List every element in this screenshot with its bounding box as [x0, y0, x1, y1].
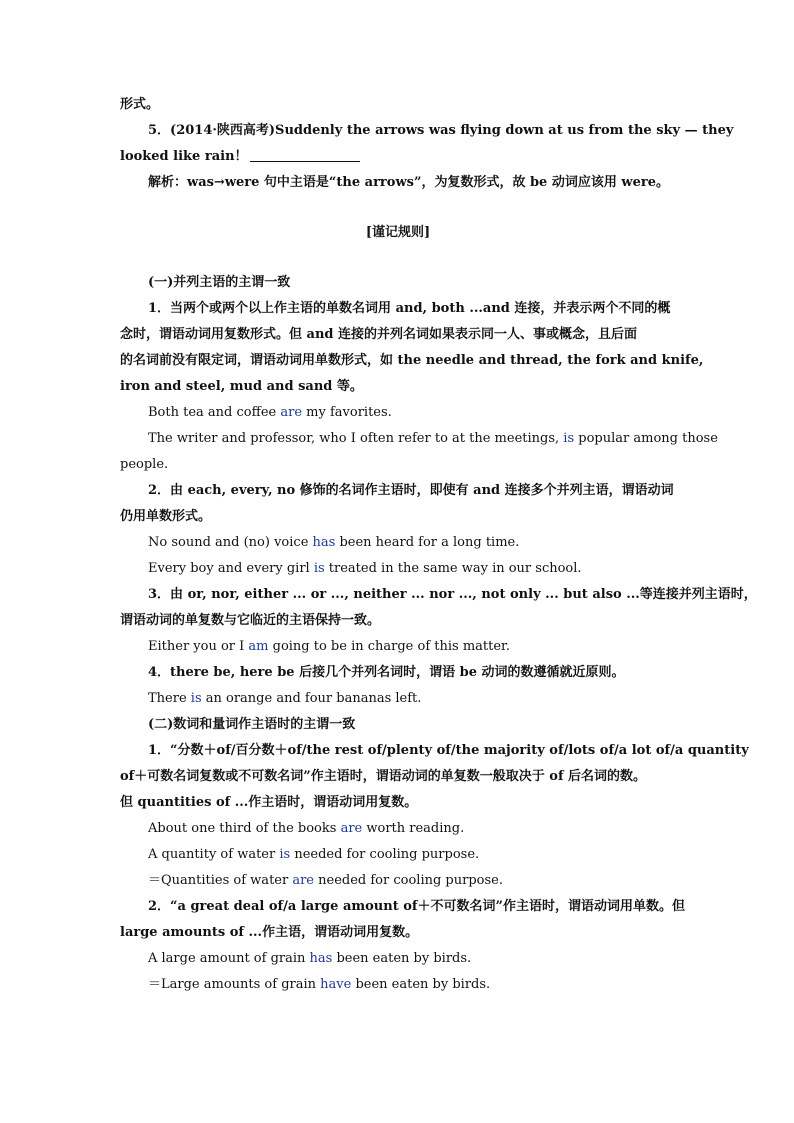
rule-text: iron and steel, mud and sand 等。: [120, 379, 363, 394]
rule-text: 谓语动词的单复数与它临近的主语保持一致。: [120, 613, 381, 628]
example-sentence: About one third of the books are worth reading.: [148, 821, 465, 836]
rule-text: 的名词前没有限定词，谓语动词用单数形式，如 the needle and thread, the fork and knife,: [120, 353, 704, 368]
example-sentence: Every boy and every girl is treated in the same way in our school.: [148, 561, 582, 576]
highlighted-verb: is: [563, 431, 575, 446]
subsection-heading: (一)并列主语的主谓一致: [148, 275, 291, 290]
answer-blank: [250, 147, 360, 162]
highlighted-verb: is: [190, 691, 202, 706]
example-sentence: ＝Large amounts of grain have been eaten by birds.: [148, 977, 491, 992]
example-sentence: No sound and (no) voice has been heard for a long time.: [148, 535, 520, 550]
question-5: 5．(2014·陕西高考)Suddenly the arrows was flying down at us from the sky — they: [148, 123, 734, 138]
highlighted-verb: have: [320, 977, 352, 992]
text-line: 形式。: [120, 97, 160, 112]
rule-text: 但 quantities of ...作主语时，谓语动词用复数。: [120, 795, 418, 810]
example-sentence: There is an orange and four bananas left.: [148, 691, 422, 706]
rule-text: 2．由 each, every, no 修饰的名词作主语时，即使有 and 连接多个并列主语，谓语动词: [148, 483, 674, 498]
example-sentence: The writer and professor, who I often refer to at the meetings, is popular among those: [148, 431, 718, 446]
example-sentence: people.: [120, 457, 169, 472]
subsection-heading: (二)数词和量词作主语时的主谓一致: [148, 717, 356, 732]
question-5-text: looked like rain！: [120, 149, 248, 164]
example-sentence: A quantity of water is needed for cooling purpose.: [148, 847, 480, 862]
rule-text: large amounts of ...作主语，谓语动词用复数。: [120, 925, 419, 940]
rule-text: of＋可数名词复数或不可数名词”作主语时，谓语动词的单复数一般取决于 of 后名词的数。: [120, 769, 647, 784]
explanation: 解析：was→were 句中主语是“the arrows”，为复数形式，故 be 动词应该用 were。: [148, 175, 669, 190]
question-5-continued: [120, 144, 676, 170]
example-sentence: ＝Quantities of water are needed for cooling purpose.: [148, 873, 503, 888]
highlighted-verb: has: [312, 535, 336, 550]
document-page: [120, 92, 757, 998]
rule-text: 1．“分数＋of/百分数＋of/the rest of/plenty of/the majority of/lots of/a lot of/a quantity: [148, 743, 749, 758]
highlighted-verb: are: [340, 821, 363, 836]
example-sentence: Both tea and coffee are my favorites.: [148, 405, 392, 420]
rule-text: 4．there be, here be 后接几个并列名词时，谓语 be 动词的数遵循就近原则。: [148, 665, 625, 680]
example-sentence: Either you or I am going to be in charge of this matter.: [148, 639, 510, 654]
section-heading: [谨记规则]: [365, 225, 431, 240]
highlighted-verb: is: [313, 561, 325, 576]
highlighted-verb: am: [248, 639, 269, 654]
rule-text: 念时，谓语动词用复数形式。但 and 连接的并列名词如果表示同一人、事或概念，且后面: [120, 327, 638, 342]
rule-text: 3．由 or, nor, either ... or ..., neither ... nor ..., not only ... but also ...等连接并列主语时，: [148, 587, 757, 602]
highlighted-verb: has: [309, 951, 333, 966]
rule-text: 2．“a great deal of/a large amount of＋不可数名词”作主语时，谓语动词用单数。但: [148, 899, 685, 914]
rule-text: 仍用单数形式。: [120, 509, 212, 524]
highlighted-verb: are: [280, 405, 303, 420]
example-sentence: A large amount of grain has been eaten by birds.: [148, 951, 472, 966]
rule-text: 1．当两个或两个以上作主语的单数名词用 and, both ...and 连接，并表示两个不同的概: [148, 301, 671, 316]
highlighted-verb: are: [292, 873, 314, 888]
highlighted-verb: is: [279, 847, 291, 862]
